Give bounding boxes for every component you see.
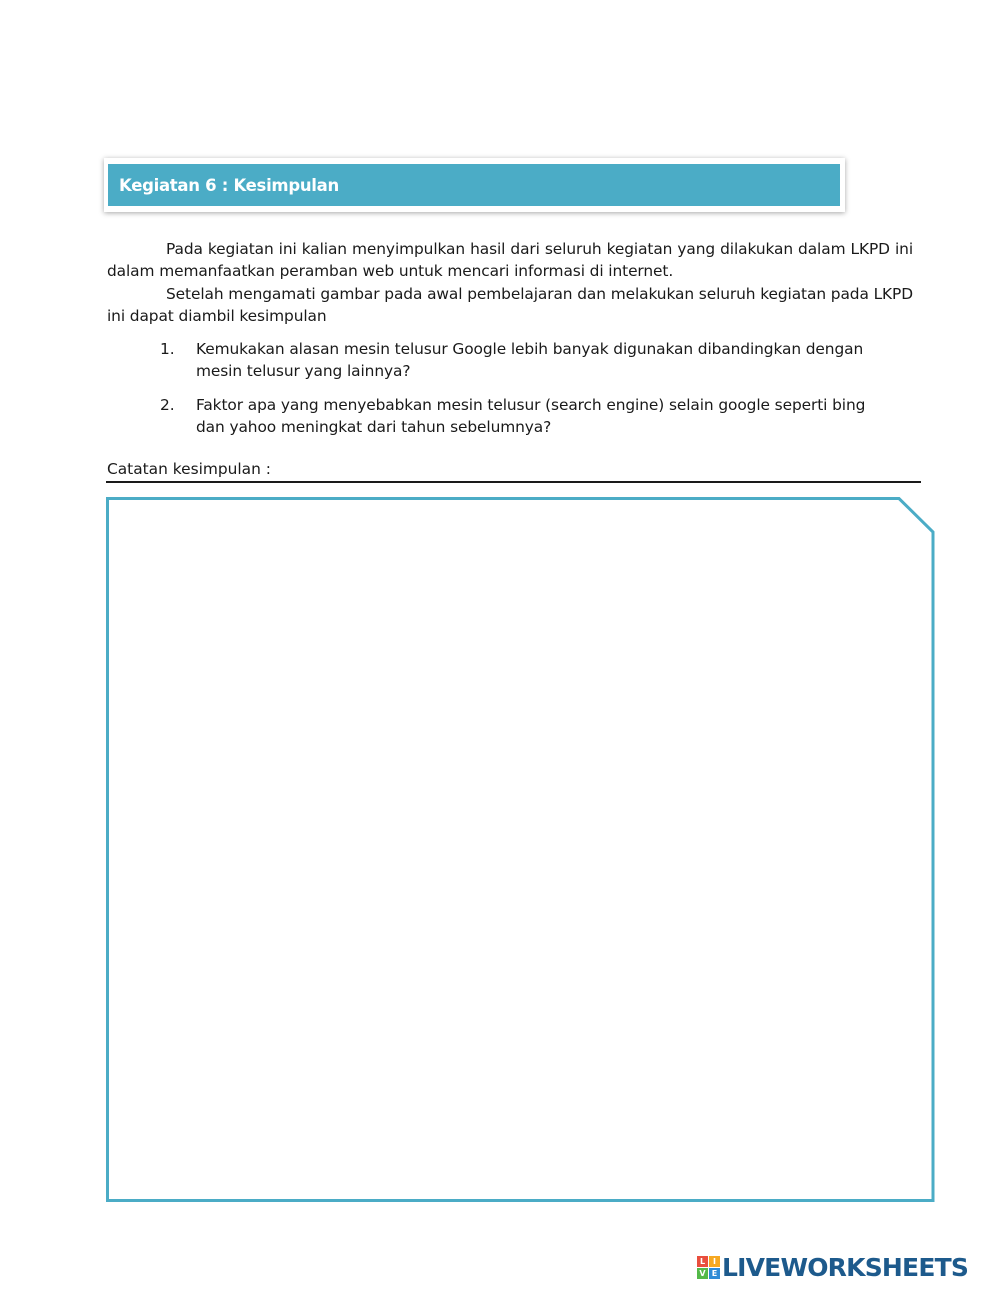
intro-paragraph-2: Setelah mengamati gambar pada awal pembelajaran dan melakukan seluruh kegiatan pada LKPD ini dapat diambil kesimpulan [107, 285, 913, 325]
intro-paragraph-1: Pada kegiatan ini kalian menyimpulkan hasil dari seluruh kegiatan yang dilakukan dalam LKPD ini dalam memanfaatkan peramban web untuk mencari informasi di internet. [107, 240, 913, 280]
question-number: 1. [160, 340, 175, 358]
logo-tile-e: E [709, 1268, 720, 1279]
logo-tile-l: L [697, 1256, 708, 1267]
notes-label: Catatan kesimpulan : [107, 460, 271, 478]
liveworksheets-wordmark: LIVEWORKSHEETS [722, 1253, 969, 1282]
question-number: 2. [160, 396, 175, 414]
question-list [160, 338, 890, 450]
liveworksheets-logo-icon [697, 1256, 720, 1279]
liveworksheets-logo[interactable] [697, 1255, 968, 1280]
question-item [160, 338, 890, 382]
question-item [160, 394, 890, 438]
activity-header [108, 164, 840, 206]
question-text: Kemukakan alasan mesin telusur Google lebih banyak digunakan dibandingkan dengan mesin telusur yang lainnya? [196, 340, 864, 380]
logo-tile-i: I [709, 1256, 720, 1267]
conclusion-answer-input[interactable] [112, 503, 924, 1193]
question-text: Faktor apa yang menyebabkan mesin telusur (search engine) selain google seperti bing dan yahoo meningkat dari tahun sebelumnya? [196, 396, 866, 436]
notes-divider [106, 481, 921, 483]
activity-title: Kegiatan 6 : Kesimpulan [119, 175, 339, 195]
logo-tile-v: V [697, 1268, 708, 1279]
